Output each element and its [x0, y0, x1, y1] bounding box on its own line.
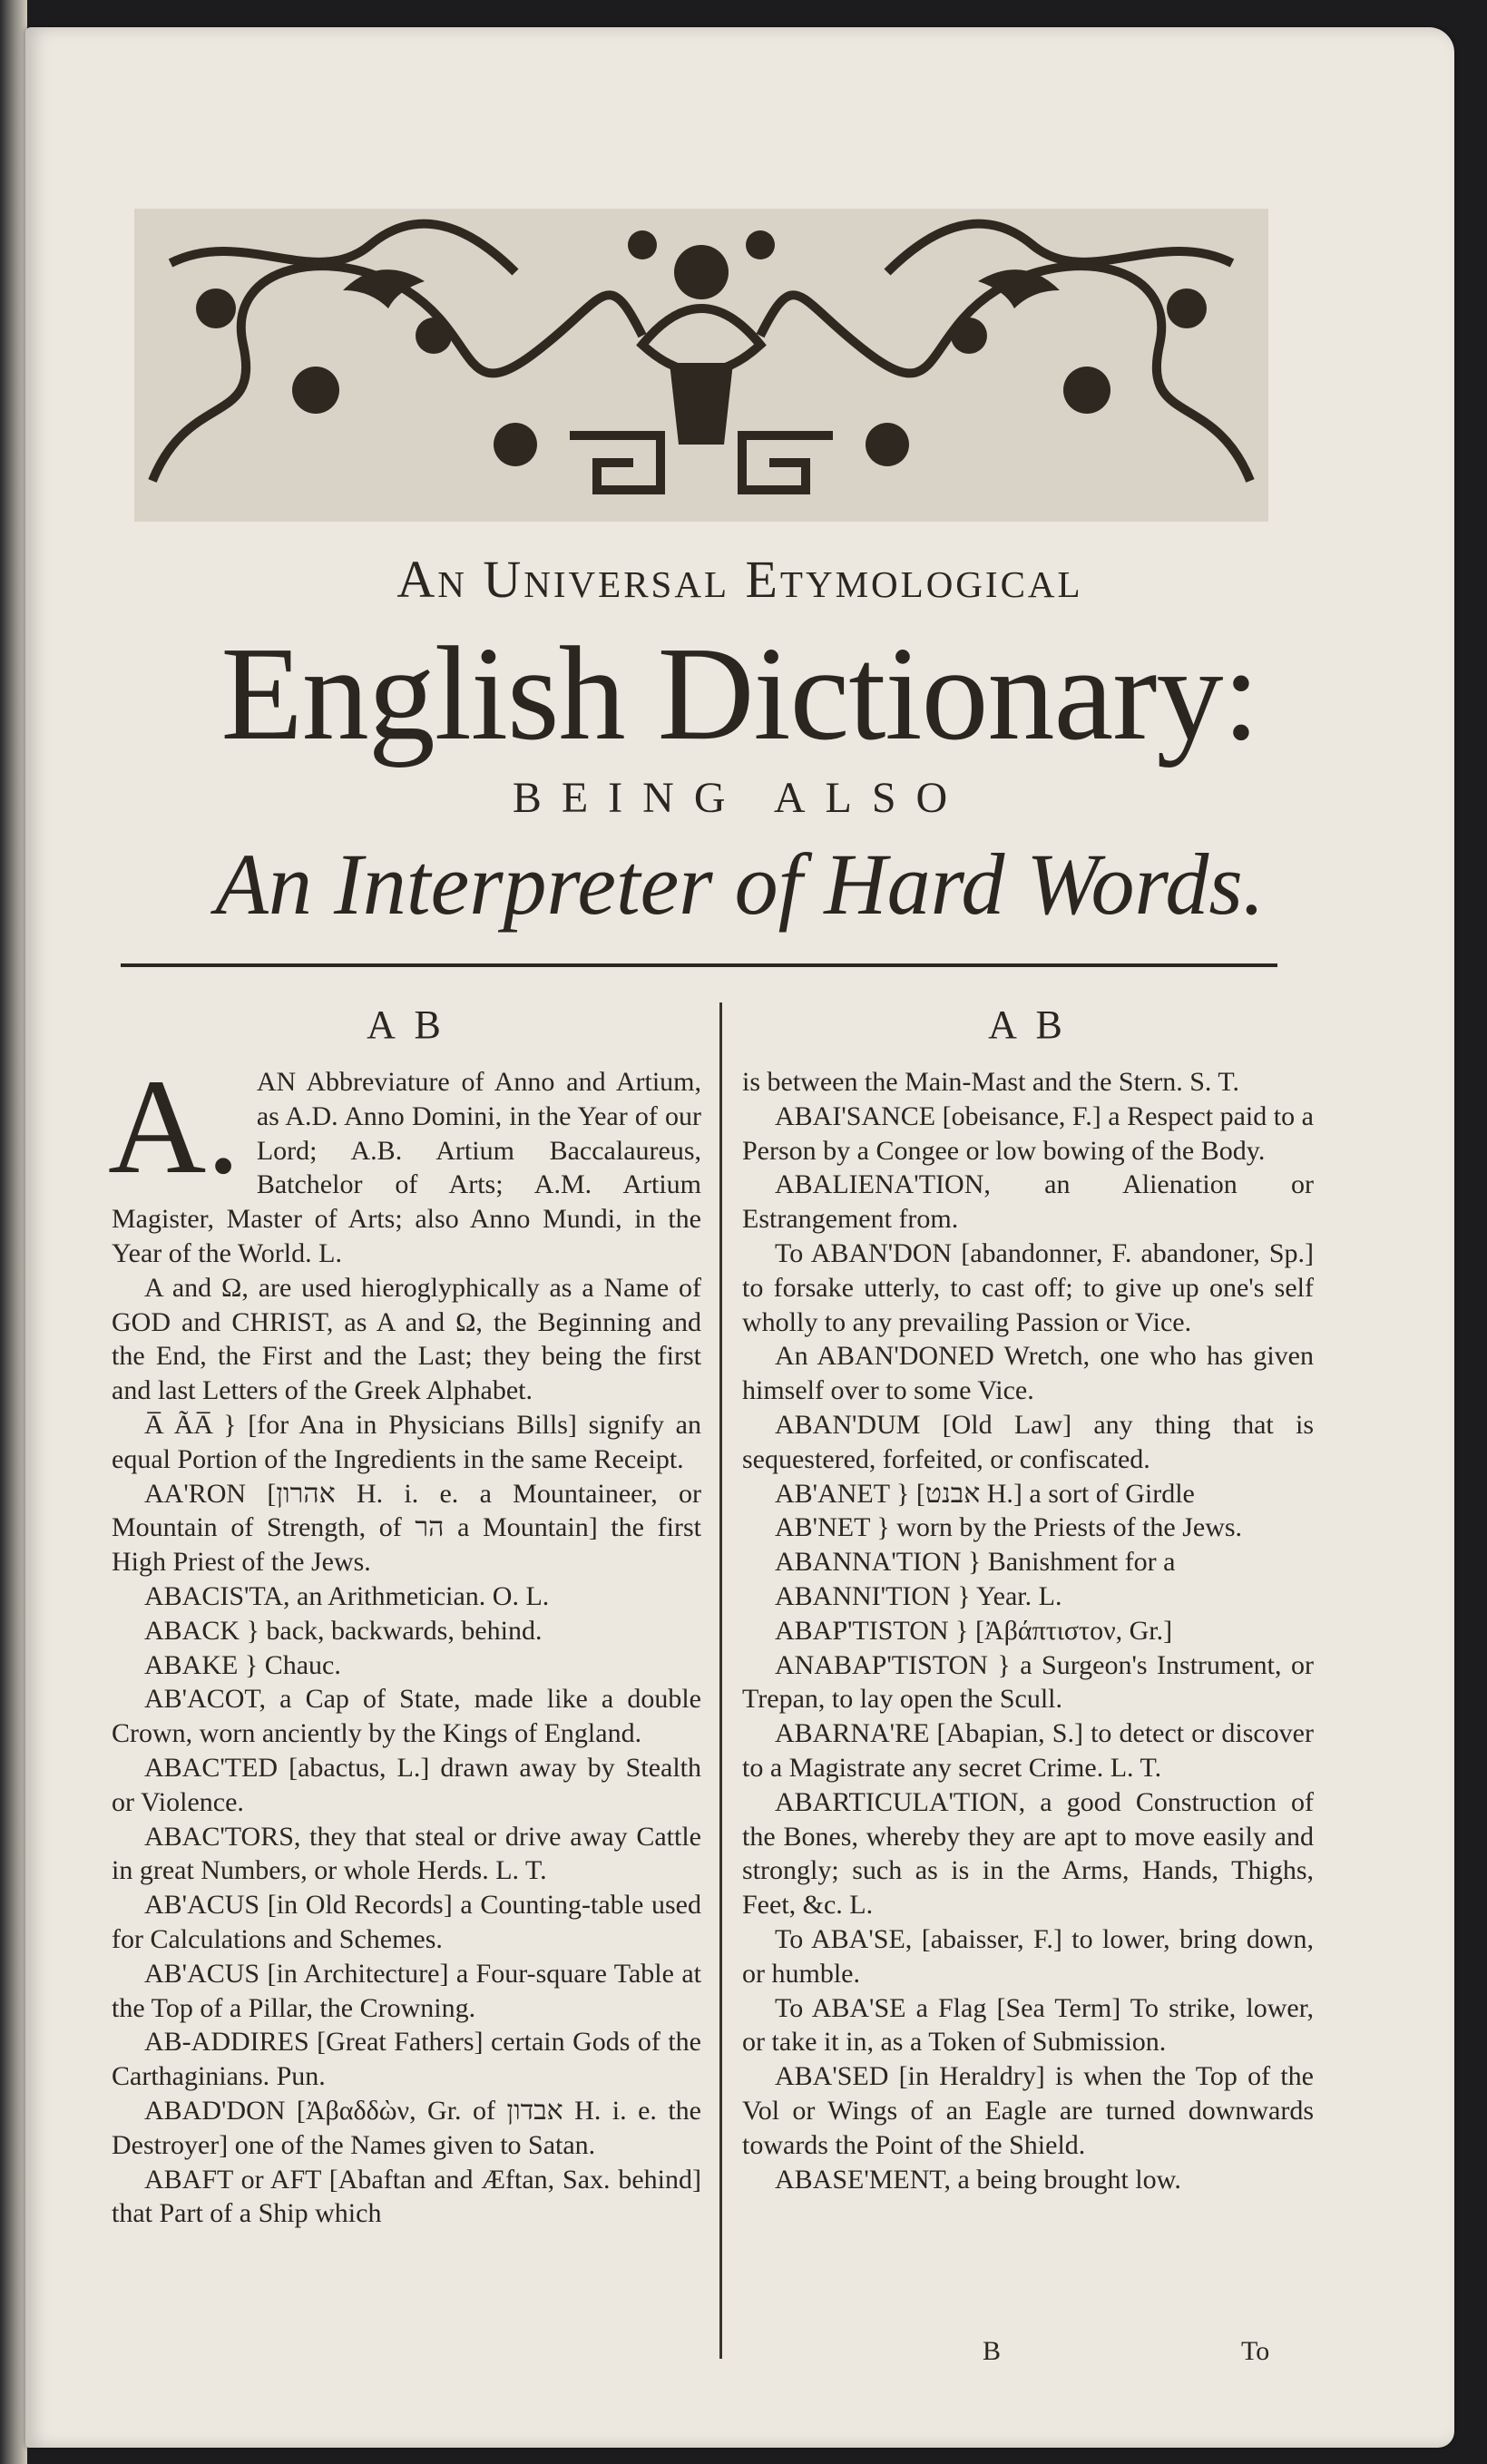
dictionary-entry: ABALIENA'TION, an Alienation or Estrangement from.	[742, 1169, 1314, 1235]
dictionary-entry: AB-ADDIRES [Great Fathers] certain Gods of the Carthaginians. Pun.	[112, 2027, 701, 2092]
dictionary-entry: ABAFT or AFT [Abaftan and Æftan, Sax. behind] that Part of a Ship which	[112, 2164, 701, 2229]
title-rule	[121, 963, 1277, 967]
dictionary-entry: ABAN'DUM [Old Law] any thing that is sequestered, forfeited, or confiscated.	[742, 1409, 1314, 1474]
left-column-head: A B	[367, 1002, 446, 1047]
dictionary-entry: ABAC'TORS, they that steal or drive away Cattle in great Numbers, or whole Herds. L. T.	[112, 1821, 701, 1886]
dictionary-entry: ABAP'TISTON } [Ἀβάπτιστον, Gr.]	[775, 1615, 1173, 1646]
dictionary-entry: AB'ACUS [in Architecture] a Four-square Table at the Top of a Pillar, the Crowning.	[112, 1958, 701, 2023]
title-line-universal-etymological: An Universal Etymological	[396, 550, 1083, 609]
left-column	[108, 998, 701, 2231]
title-interpreter-hard-words: An Interpreter of Hard Words.	[215, 836, 1265, 933]
dictionary-entry: ABAC'TED [abactus, L.] drawn away by Stealth or Violence.	[112, 1752, 701, 1817]
dictionary-entry: A and Ω, are used hieroglyphically as a Name of GOD and CHRIST, as A and Ω, the Beginning and the End, the First and the Last; they being the first and last Letters of the Greek Alphabet.	[112, 1272, 701, 1406]
dictionary-entry: AN Abbreviature of Anno and Artium, as A.D. Anno Domini, in the Year of our Lord; A.B. Artium Baccalaureus, Batchelor of Arts; A.M. Artium Magister, Master of Arts; also Anno Mundi, in the Year of the World. L.	[112, 1067, 701, 1268]
dictionary-entry: ABASE'MENT, a being brought low.	[775, 2164, 1181, 2195]
dictionary-entry: ABANNA'TION } Banishment for a	[775, 1547, 1176, 1578]
dictionary-entry: To ABAN'DON [abandonner, F. abandoner, Sp.] to forsake utterly, to cast off; to give up one's self wholly to any prevailing Passion or Vice.	[742, 1237, 1314, 1337]
dictionary-entry: ABANNI'TION } Year. L.	[775, 1580, 1062, 1611]
dictionary-entry: AB'ANET } [אבנט H.] a sort of Girdle	[775, 1478, 1195, 1509]
signature-mark: B	[983, 2336, 1002, 2366]
column-divider	[719, 1002, 722, 2359]
title-english-dictionary: English Dictionary:	[220, 620, 1259, 768]
dictionary-entry: ABAKE } Chauc.	[144, 1649, 341, 1680]
drop-cap-letter: A.	[108, 1051, 240, 1202]
dictionary-entry: ABARTICULA'TION, a good Construction of the Bones, whereby they are apt to move easily and strongly; such as is in the Arms, Hands, Thighs, Feet, &c. L.	[742, 1786, 1314, 1921]
dictionary-entry: AB'ACUS [in Old Records] a Counting-table used for Calculations and Schemes.	[112, 1890, 701, 1954]
dictionary-entry: AB'ACOT, a Cap of State, made like a double Crown, worn anciently by the Kings of England.	[112, 1684, 701, 1749]
dictionary-entry: A̅ ÃA̅ } [for Ana in Physicians Bills] signify an equal Portion of the Ingredients in the same Receipt.	[112, 1409, 701, 1474]
book-page	[25, 27, 1454, 2448]
dictionary-entry: To ABA'SE a Flag [Sea Term] To strike, lower, or take it in, as a Token of Submission.	[742, 1992, 1314, 2058]
dictionary-entry: To ABA'SE, [abaisser, F.] to lower, bring down, or humble.	[742, 1923, 1314, 1989]
dictionary-entry: ABACIS'TA, an Arithmetician. O. L.	[144, 1580, 550, 1611]
dictionary-entry: AB'NET } worn by the Priests of the Jews.	[775, 1512, 1243, 1543]
ornamental-headpiece	[134, 209, 1268, 522]
catchword: To	[1241, 2336, 1270, 2366]
right-column-head: A B	[988, 1002, 1068, 1047]
dictionary-entry: ABARNA'RE [Abapian, S.] to detect or discover to a Magistrate any secret Crime. L. T.	[742, 1718, 1314, 1783]
dictionary-entry: ABAI'SANCE [obeisance, F.] a Respect paid to a Person by a Congee or low bowing of the Body.	[742, 1100, 1314, 1166]
dictionary-entry: An ABAN'DONED Wretch, one who has given himself over to some Vice.	[742, 1341, 1314, 1406]
book-gutter	[0, 0, 27, 2464]
title-being-also: BEING ALSO	[512, 774, 968, 822]
dictionary-entry: is between the Main-Mast and the Stern. S. T.	[742, 1067, 1239, 1097]
dictionary-entry: ABA'SED [in Heraldry] is when the Top of the Vol or Wings of an Eagle are turned downwards towards the Point of the Shield.	[742, 2061, 1314, 2160]
right-column	[742, 998, 1314, 2196]
dictionary-entry: ABACK } back, backwards, behind.	[144, 1615, 543, 1646]
dictionary-entry: ANABAP'TISTON } a Surgeon's Instrument, or Trepan, to lay open the Scull.	[742, 1649, 1314, 1715]
dictionary-entry: ABAD'DON [Ἀβαδδὼν, Gr. of אבדון H. i. e. the Destroyer] one of the Names given to Satan.	[112, 2095, 701, 2160]
dictionary-entry: AA'RON [אהרון H. i. e. a Mountaineer, or Mountain of Strength, of הר a Mountain] the first High Priest of the Jews.	[112, 1478, 701, 1578]
